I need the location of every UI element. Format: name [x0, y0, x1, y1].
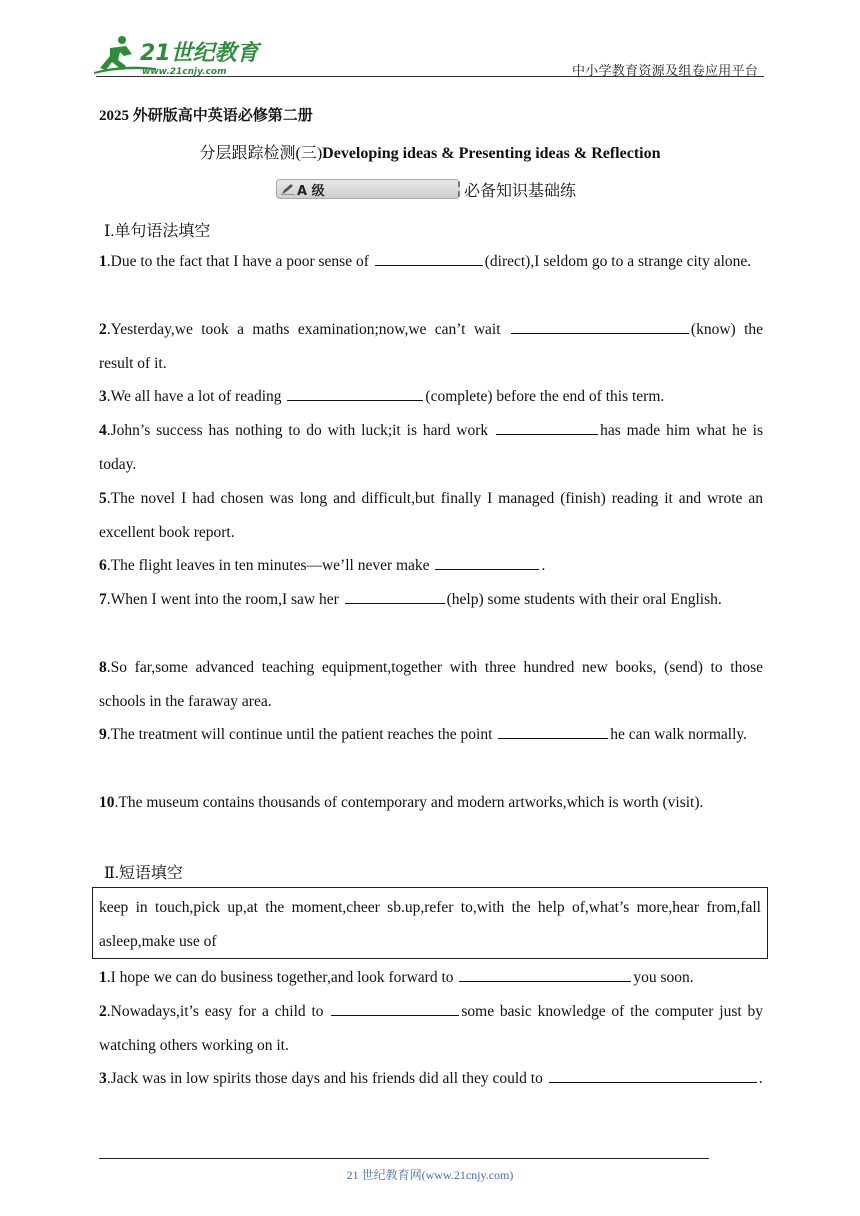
question-number: 1	[99, 253, 107, 270]
document-title: 2025 外研版高中英语必修第二册	[99, 108, 313, 124]
question-8	[99, 651, 763, 719]
level-text: 必备知识基础练	[464, 182, 577, 200]
question-text: (send) to those schools in the faraway area.	[99, 659, 764, 710]
footer-text: 21 世纪教育网(www.21cnjy.com)	[346, 1168, 514, 1182]
question-number: 1	[99, 969, 107, 986]
question-text: .	[541, 557, 546, 574]
question-text: (visit).	[662, 794, 704, 811]
section-2-title: Ⅱ.短语填空	[104, 865, 183, 882]
site-logo	[92, 34, 262, 78]
answer-blank[interactable]	[375, 251, 483, 266]
answer-blank[interactable]	[287, 386, 423, 401]
section-1-title: Ⅰ.单句语法填空	[104, 223, 211, 240]
level-heading	[276, 176, 576, 202]
question-number: 2	[99, 321, 107, 338]
level-badge	[276, 179, 460, 199]
question-text: .Jack was in low spirits those days and his friends did all they could to	[106, 1070, 547, 1087]
question-text: (complete) before the end of this term.	[425, 388, 665, 405]
question-text: .	[758, 1070, 763, 1087]
answer-blank[interactable]	[496, 420, 598, 435]
question-text: .So far,some advanced teaching equipment,together with three hundred new books,	[106, 659, 657, 676]
question-text: .The novel I had chosen was long and difficult,but finally I managed	[106, 490, 555, 507]
answer-blank[interactable]	[459, 967, 631, 982]
header-divider	[96, 76, 764, 77]
question-9	[99, 718, 763, 752]
question-text: (finish) reading it and wrote an excellent book report.	[99, 490, 763, 541]
question-text: .Due to the fact that I have a poor sense of	[106, 253, 373, 270]
question-6	[99, 549, 763, 583]
question-2	[99, 313, 763, 381]
level-badge-label: A 级	[297, 184, 325, 199]
logo-url: www.21cnjy.com	[142, 67, 227, 77]
answer-blank[interactable]	[498, 724, 608, 739]
question-number: 9	[99, 726, 107, 743]
question-text: .I hope we can do business together,and look forward to	[106, 969, 458, 986]
answer-blank[interactable]	[549, 1068, 757, 1083]
subtitle-prefix: 分层跟踪检测(三)	[199, 145, 323, 162]
question-number: 3	[99, 1070, 107, 1087]
question-text: (know) the result of it.	[99, 321, 764, 372]
question-number: 8	[99, 659, 107, 676]
question-text: .John’s success has nothing to do with luck;it is hard work	[106, 422, 495, 439]
question-number: 5	[99, 490, 107, 507]
question-text: .We all have a lot of reading	[106, 388, 286, 405]
answer-blank[interactable]	[435, 555, 539, 570]
phrase-bank: keep in touch,pick up,at the moment,cheer sb.up,refer to,with the help of,what’s more,hear from,fall asleep,make use of	[92, 887, 768, 959]
question-text: .The flight leaves in ten minutes—we’ll never make	[106, 557, 434, 574]
question-10	[99, 786, 763, 820]
question-5	[99, 482, 763, 550]
question-number: 4	[99, 422, 107, 439]
question-text: .When I went into the room,I saw her	[106, 591, 343, 608]
question-text: he can walk normally.	[610, 726, 748, 743]
question-4	[99, 414, 763, 482]
question-number: 7	[99, 591, 107, 608]
question-2-2	[99, 995, 763, 1063]
question-2-3	[99, 1062, 763, 1096]
question-number: 2	[99, 1003, 107, 1020]
footer-divider	[99, 1158, 709, 1159]
answer-blank[interactable]	[511, 319, 689, 334]
question-number: 6	[99, 557, 107, 574]
question-3	[99, 380, 763, 414]
site-tagline: 中小学教育资源及组卷应用平台	[572, 63, 759, 78]
question-number: 3	[99, 388, 107, 405]
logo-text: 21世纪教育	[140, 41, 259, 66]
answer-blank[interactable]	[345, 589, 445, 604]
question-text: .Nowadays,it’s easy for a child to	[106, 1003, 330, 1020]
pencil-icon	[281, 183, 295, 195]
document-subtitle	[0, 140, 860, 163]
question-1	[99, 245, 763, 279]
answer-blank[interactable]	[331, 1001, 459, 1016]
question-7	[99, 583, 763, 617]
question-number: 10	[99, 794, 115, 811]
question-text: you soon.	[633, 969, 694, 986]
question-text: .The museum contains thousands of contemporary and modern artworks,which is worth	[114, 794, 659, 811]
question-text: some basic knowledge of the computer just by watching others working on it.	[99, 1003, 763, 1054]
question-text: (help) some students with their oral English.	[446, 591, 722, 608]
question-text: .The treatment will continue until the patient reaches the point	[106, 726, 497, 743]
subtitle-bold: Developing ideas & Presenting ideas & Reflection	[322, 145, 661, 162]
question-text: has made him what he is today.	[99, 422, 763, 473]
question-text: .Yesterday,we took a maths examination;now,we can’t wait	[106, 321, 509, 338]
question-text: (direct),I seldom go to a strange city alone.	[484, 253, 752, 270]
question-2-1	[99, 961, 763, 995]
